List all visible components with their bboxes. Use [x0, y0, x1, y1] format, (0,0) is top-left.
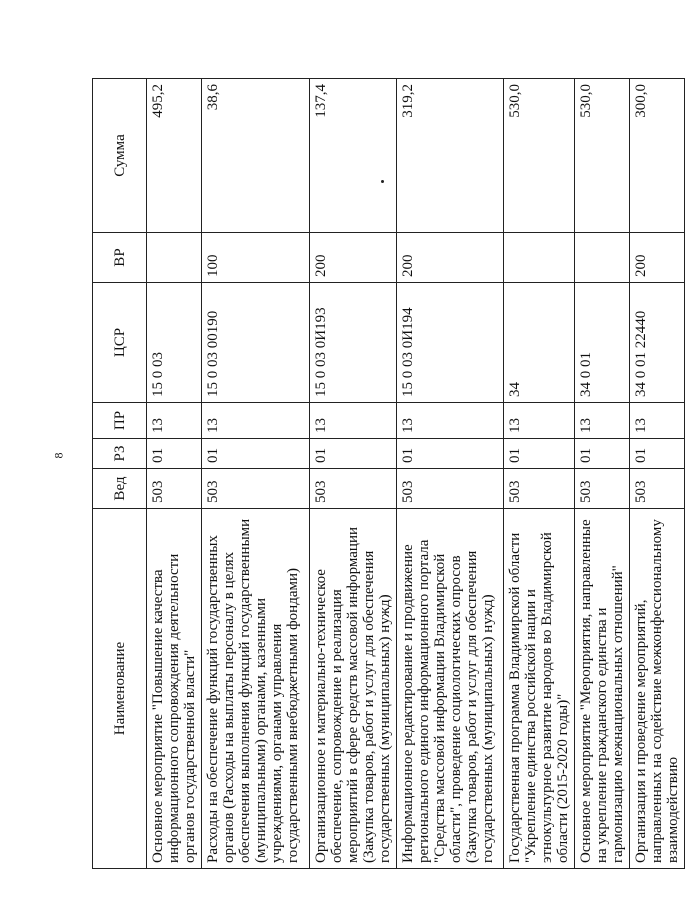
cell-vr — [504, 233, 575, 283]
cell-rz: 01 — [397, 439, 504, 469]
cell-csr: 15 0 03 0И194 — [397, 283, 504, 403]
header-rz: РЗ — [93, 439, 147, 469]
cell-ved: 503 — [202, 469, 310, 509]
cell-ved: 503 — [397, 469, 504, 509]
cell-pr: 13 — [504, 403, 575, 439]
table-row — [397, 79, 504, 869]
cell-csr: 34 — [504, 283, 575, 403]
header-vr: ВР — [93, 233, 147, 283]
cell-name: Расходы на обеспечение функций государственных органов (Расходы на выплаты персоналу в целях обеспечения выполнения функций государственными (муниципальными) органами, казенными учреждениями, органами управления государственными внебюджетными фондами) — [202, 509, 310, 869]
table-row — [202, 79, 310, 869]
cell-csr: 15 0 03 00190 — [202, 283, 310, 403]
cell-csr: 15 0 03 0И193 — [310, 283, 397, 403]
budget-table — [92, 78, 685, 869]
cell-sum: 495,2 — [147, 79, 202, 233]
cell-ved: 503 — [147, 469, 202, 509]
rotated-page-content — [92, 79, 681, 869]
cell-rz: 01 — [202, 439, 310, 469]
header-sum: Сумма — [93, 79, 147, 233]
cell-csr: 34 0 01 — [575, 283, 630, 403]
cell-csr: 34 0 01 22440 — [630, 283, 685, 403]
cell-pr: 13 — [575, 403, 630, 439]
cell-name: Основное мероприятие "Мероприятия, направленные на укрепление гражданского единства и гармонизацию межнациональных отношений" — [575, 509, 630, 869]
cell-name: Информационное редактирование и продвижение регионального единого информационного портала "Средства массовой информации Владимирской области", проведение социологических опросов (Закупка товаров, работ и услуг для обеспечения государственных (муниципальных) нужд) — [397, 509, 504, 869]
header-name: Наименование — [93, 509, 147, 869]
table-row — [575, 79, 630, 869]
cell-csr: 15 0 03 — [147, 283, 202, 403]
cell-ved: 503 — [310, 469, 397, 509]
cell-pr: 13 — [397, 403, 504, 439]
header-ved: Вед — [93, 469, 147, 509]
cell-sum: 530,0 — [504, 79, 575, 233]
cell-name: Организация и проведение мероприятий, направленных на содействие межконфессиональному взаимодействию — [630, 509, 685, 869]
cell-name: Организационное и материально-техническое обеспечение, сопровождение и реализация мероприятий в сфере средств массовой информации (Закупка товаров, работ и услуг для обеспечения государственных (муниципальных) нужд) — [310, 509, 397, 869]
table-row — [147, 79, 202, 869]
cell-vr — [575, 233, 630, 283]
table-row — [630, 79, 685, 869]
cell-sum: 300,0 — [630, 79, 685, 233]
cell-vr: 100 — [202, 233, 310, 283]
cell-pr: 13 — [630, 403, 685, 439]
cell-sum: 530,0 — [575, 79, 630, 233]
table-row — [504, 79, 575, 869]
cell-sum: 137,4 — [310, 79, 397, 233]
cell-vr: 200 — [630, 233, 685, 283]
cell-vr — [147, 233, 202, 283]
cell-ved: 503 — [575, 469, 630, 509]
cell-rz: 01 — [310, 439, 397, 469]
cell-ved: 503 — [504, 469, 575, 509]
cell-sum: 319,2 — [397, 79, 504, 233]
cell-rz: 01 — [504, 439, 575, 469]
cell-sum: 38,6 — [202, 79, 310, 233]
cell-vr: 200 — [397, 233, 504, 283]
cell-pr: 13 — [310, 403, 397, 439]
cell-name: Основное мероприятие "Повышение качества информационного сопровождения деятельности органов государственной власти" — [147, 509, 202, 869]
cell-name: Государственная программа Владимирской области "Укрепление единства российской нации и этнокультурное развитие народов во Владимирской области (2015-2020 годы)" — [504, 509, 575, 869]
header-row — [93, 79, 147, 869]
header-csr: ЦСР — [93, 283, 147, 403]
cell-rz: 01 — [575, 439, 630, 469]
header-pr: ПР — [93, 403, 147, 439]
table-row — [310, 79, 397, 869]
page-number: 8 — [51, 452, 66, 459]
cell-pr: 13 — [202, 403, 310, 439]
cell-vr: 200 — [310, 233, 397, 283]
cell-ved: 503 — [630, 469, 685, 509]
cell-rz: 01 — [147, 439, 202, 469]
cell-rz: 01 — [630, 439, 685, 469]
cell-pr: 13 — [147, 403, 202, 439]
